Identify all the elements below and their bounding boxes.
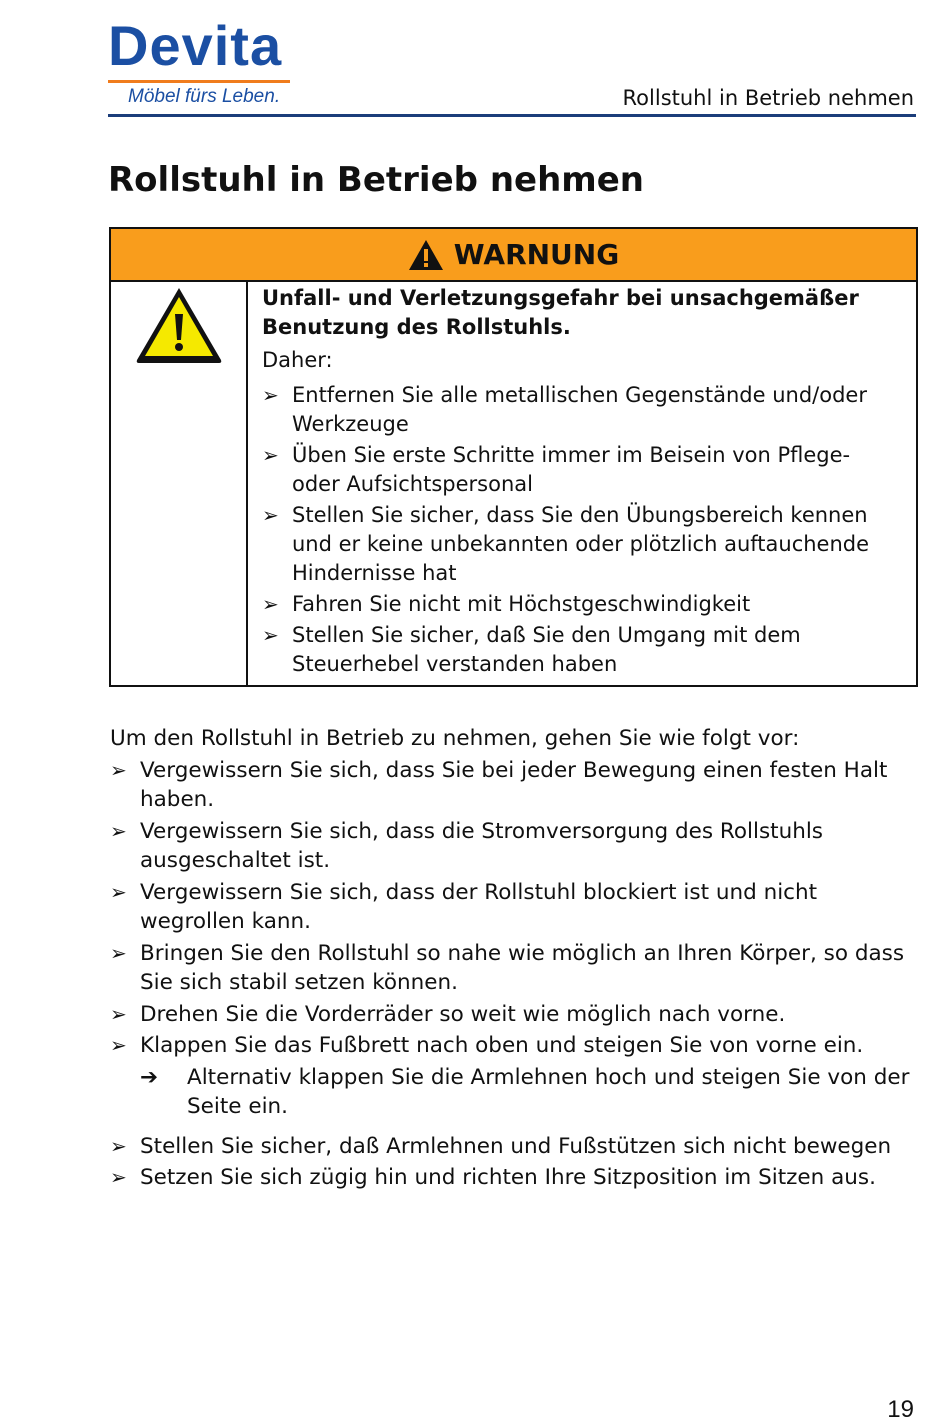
list-item: ➢ Vergewissern Sie sich, dass die Stromversorgung des Rollstuhls ausgeschaltet ist. xyxy=(110,818,824,873)
sub-step xyxy=(110,1063,910,1122)
warning-triangle-icon xyxy=(133,284,225,366)
logo-word: Devita xyxy=(108,14,283,77)
sub-step-text: Alternativ klappen Sie die Armlehnen hoch und steigen Sie von der Seite ein. xyxy=(187,1064,910,1119)
arrow-bullet-icon: ➢ xyxy=(110,757,127,782)
list-item: ➢ Setzen Sie sich zügig hin und richten Ihre Sitzposition im Sitzen aus. xyxy=(110,1163,910,1193)
running-header: Rollstuhl in Betrieb nehmen xyxy=(622,86,914,110)
list-item: ➢ Entfernen Sie alle metallischen Gegenstände und/oder Werkzeuge xyxy=(262,383,867,436)
arrow-bullet-icon: ➢ xyxy=(110,1033,127,1057)
list-item: ➢ Stellen Sie sicher, daß Armlehnen und Fußstützen sich nicht bewegen xyxy=(110,1132,910,1162)
arrow-bullet-icon: ➢ xyxy=(262,623,279,647)
list-item: ➢ Üben Sie erste Schritte immer im Beisein von Pflege- oder Aufsichtspersonal xyxy=(262,443,851,496)
warning-text xyxy=(248,282,916,685)
warning-box xyxy=(109,227,918,687)
arrow-bullet-icon: ➢ xyxy=(262,503,279,527)
arrow-bullet-icon: ➢ xyxy=(110,940,127,965)
list-item: ➢ Stellen Sie sicher, dass Sie den Übungsbereich kennen und er keine unbekannten oder plötzlich auftauchende Hindernisse hat xyxy=(262,503,870,585)
list-item: ➢ Vergewissern Sie sich, dass Sie bei jeder Bewegung einen festen Halt haben. xyxy=(110,757,888,812)
warning-lead: Unfall- und Verletzungsgefahr bei unsachgemäßer Benutzung des Rollstuhls. xyxy=(262,286,859,339)
arrow-bullet-icon: ➢ xyxy=(262,443,279,467)
warning-icon-cell xyxy=(111,282,248,685)
warning-body xyxy=(111,282,916,685)
devita-logo xyxy=(108,14,298,114)
list-item: ➢ Stellen Sie sicher, daß Sie den Umgang mit dem Steuerhebel verstanden haben xyxy=(262,623,801,676)
arrow-bullet-icon: ➢ xyxy=(110,818,127,843)
arrow-bullet-icon: ➢ xyxy=(110,1001,127,1026)
header-rule xyxy=(108,114,916,117)
warning-header xyxy=(111,229,916,282)
right-arrow-icon: ➔ xyxy=(140,1064,159,1090)
arrow-bullet-icon: ➢ xyxy=(110,1133,127,1158)
list-item: ➢ Vergewissern Sie sich, dass der Rollstuhl blockiert ist und nicht wegrollen kann. xyxy=(110,879,818,934)
procedure-list-continued xyxy=(110,1132,910,1193)
logo-tagline: Möbel fürs Leben. xyxy=(128,86,281,107)
arrow-bullet-icon: ➢ xyxy=(110,1165,127,1189)
logo-underline xyxy=(108,80,290,83)
page-title: Rollstuhl in Betrieb nehmen xyxy=(108,160,644,200)
arrow-bullet-icon: ➢ xyxy=(262,383,279,407)
list-item: ➢ Drehen Sie die Vorderräder so weit wie möglich nach vorne. xyxy=(110,1000,910,1030)
arrow-bullet-icon: ➢ xyxy=(262,592,279,616)
procedure-section xyxy=(110,724,910,1195)
page-number: 19 xyxy=(887,1396,914,1423)
list-item: ➢ Klappen Sie das Fußbrett nach oben und steigen Sie von vorne ein. xyxy=(110,1031,910,1061)
procedure-intro: Um den Rollstuhl in Betrieb zu nehmen, gehen Sie wie folgt vor: xyxy=(110,726,800,751)
warning-label: WARNUNG xyxy=(453,238,620,271)
procedure-list xyxy=(110,756,910,1061)
warning-daher: Daher: xyxy=(262,348,333,372)
list-item: ➢ Fahren Sie nicht mit Höchstgeschwindigkeit xyxy=(262,590,902,619)
warning-list xyxy=(262,381,902,679)
list-item: ➢ Bringen Sie den Rollstuhl so nahe wie möglich an Ihren Körper, so dass Sie sich stabil setzen können. xyxy=(110,940,905,995)
arrow-bullet-icon: ➢ xyxy=(110,879,127,904)
warning-small-icon xyxy=(408,239,444,271)
